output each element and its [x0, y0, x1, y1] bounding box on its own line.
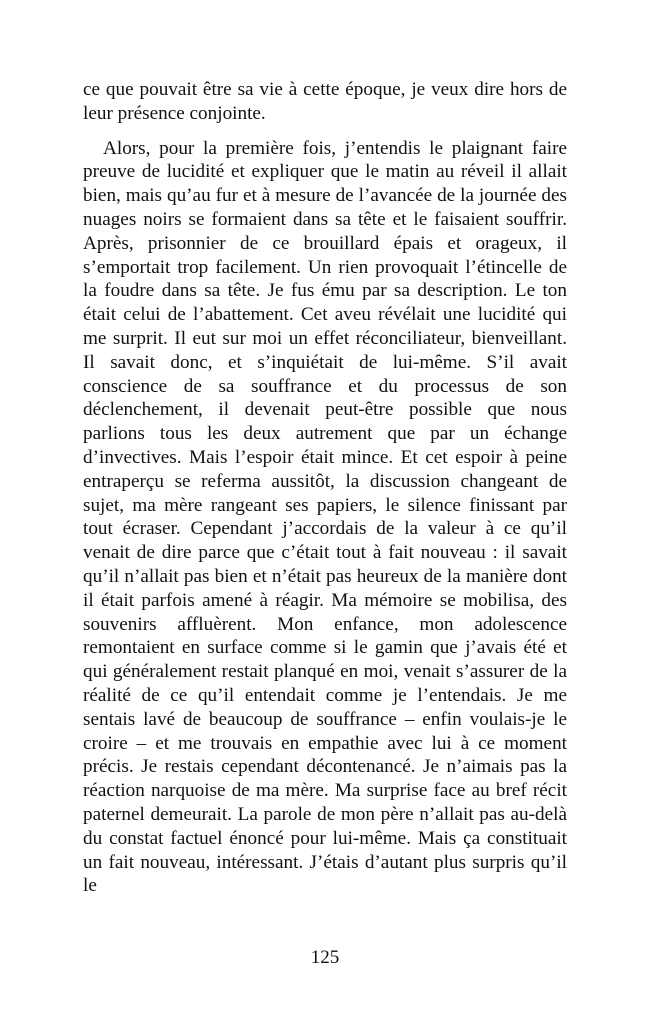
body-text	[83, 78, 567, 898]
paragraph: Alors, pour la première fois, j’entendis le plaignant faire preuve de lucidité et expliquer que le matin au réveil il allait bien, mais qu’au fur et à mesure de l’avancée de la journée des nuages noirs se formaient dans sa tête et le faisaient souffrir. Après, prisonnier de ce brouillard épais et orageux, il s’emportait trop facilement. Un rien provoquait l’étincelle de la foudre dans sa tête. Je fus ému par sa description. Le ton était celui de l’abattement. Cet aveu révélait une lucidité qui me surprit. Il eut sur moi un effet réconciliateur, bienveillant. Il savait donc, et s’inquiétait de lui-même. S’il avait conscience de sa souffrance et du processus de son déclenchement, il devenait peut-être possible que nous parlions tous les deux autrement que par un échange d’invectives. Mais l’espoir était mince. Et cet espoir à peine entraperçu se referma aussitôt, la discussion changeant de sujet, ma mère rangeant ses papiers, le silence finissant par tout écraser. Cependant j’accordais de la valeur à ce qu’il venait de dire parce que c’était tout à fait nouveau : il savait qu’il n’allait pas bien et n’était pas heureux de la manière dont il était parfois amené à réagir. Ma mémoire se mobilisa, des souvenirs affluèrent. Mon enfance, mon adolescence remontaient en surface comme si le gamin que j’avais été et qui généralement restait planqué en moi, venait s’assurer de la réalité de ce qu’il entendait comme je l’entendais. Je me sentais lavé de beaucoup de souffrance – enfin voulais-je le croire – et me trouvais en empathie avec lui à ce moment précis. Je restais cependant décontenancé. Je n’aimais pas la réaction narquoise de ma mère. Ma surprise face au bref récit paternel demeurait. La parole de mon père n’allait pas au-delà du constat factuel énoncé pour lui-même. Mais ça constituait un fait nouveau, intéressant. J’étais d’autant plus surpris qu’il le	[83, 137, 567, 897]
page-number: 125	[310, 947, 340, 968]
paragraph-continuation: ce que pouvait être sa vie à cette époque, je veux dire hors de leur présence conjointe.	[83, 79, 567, 124]
